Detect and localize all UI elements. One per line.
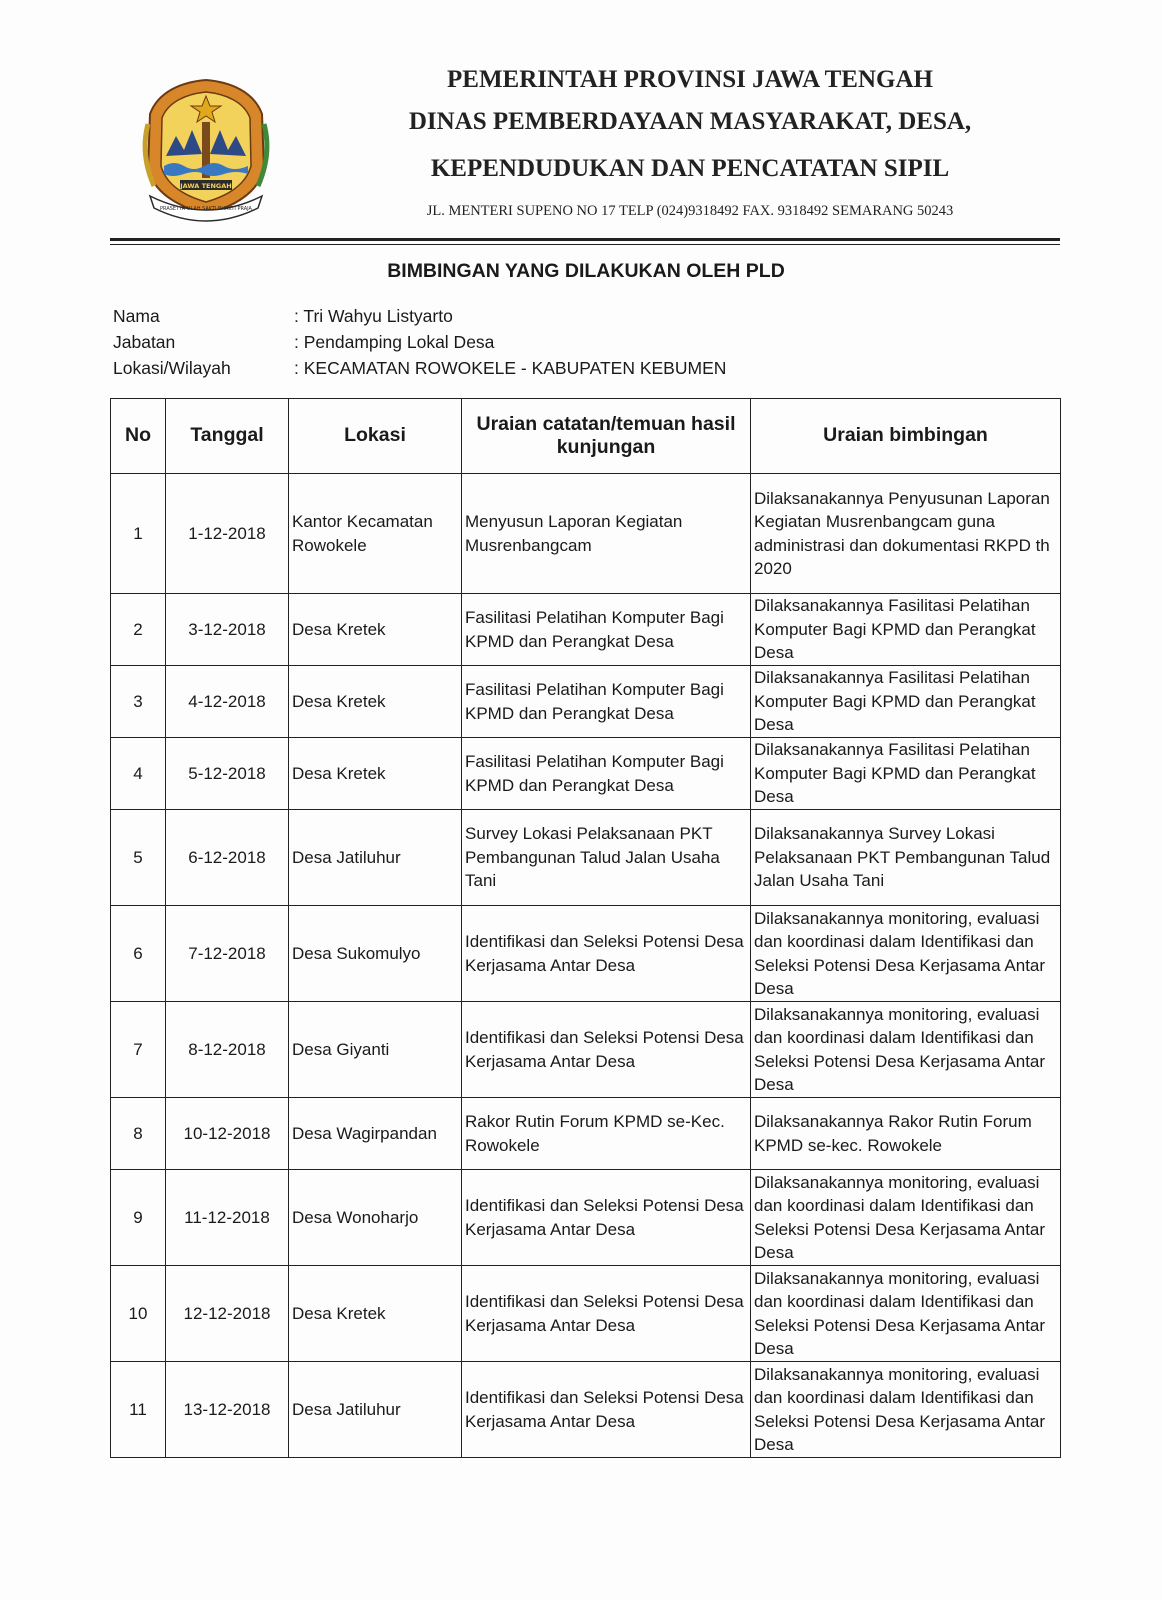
cell-lokasi: Desa Sukomulyo xyxy=(289,906,462,1002)
cell-no: 11 xyxy=(111,1362,166,1458)
cell-temuan: Identifikasi dan Seleksi Potensi Desa Kerjasama Antar Desa xyxy=(462,1362,751,1458)
table-row xyxy=(111,1170,1061,1266)
table-row xyxy=(111,906,1061,1002)
cell-no: 6 xyxy=(111,906,166,1002)
cell-tanggal: 13-12-2018 xyxy=(166,1362,289,1458)
cell-tanggal: 3-12-2018 xyxy=(166,594,289,666)
cell-temuan: Identifikasi dan Seleksi Potensi Desa Kerjasama Antar Desa xyxy=(462,1002,751,1098)
agency-line-3: KEPENDUDUKAN DAN PENCATATAN SIPIL xyxy=(430,155,950,182)
cell-temuan: Survey Lokasi Pelaksanaan PKT Pembangunan Talud Jalan Usaha Tani xyxy=(462,810,751,906)
cell-bimbingan: Dilaksanakannya monitoring, evaluasi dan koordinasi dalam Identifikasi dan Seleksi Potensi Desa Kerjasama Antar Desa xyxy=(751,906,1061,1002)
svg-text:JAWA TENGAH: JAWA TENGAH xyxy=(180,182,232,190)
cell-tanggal: 7-12-2018 xyxy=(166,906,289,1002)
cell-tanggal: 11-12-2018 xyxy=(166,1170,289,1266)
table-row xyxy=(111,810,1061,906)
cell-lokasi: Desa Jatiluhur xyxy=(289,1362,462,1458)
svg-text:PRASETYA ULAH SAKTI BHAKTI PRA: PRASETYA ULAH SAKTI BHAKTI PRAJA xyxy=(160,206,252,212)
cell-temuan: Rakor Rutin Forum KPMD se-Kec. Rowokele xyxy=(462,1098,751,1170)
cell-tanggal: 4-12-2018 xyxy=(166,666,289,738)
agency-address: JL. MENTERI SUPENO NO 17 TELP (024)9318492 FAX. 9318492 SEMARANG 50243 xyxy=(426,203,954,219)
cell-tanggal: 8-12-2018 xyxy=(166,1002,289,1098)
cell-temuan: Fasilitasi Pelatihan Komputer Bagi KPMD dan Perangkat Desa xyxy=(462,738,751,810)
info-value: : Tri Wahyu Listyarto xyxy=(294,306,453,326)
cell-tanggal: 1-12-2018 xyxy=(166,474,289,594)
table-row xyxy=(111,1002,1061,1098)
table-row xyxy=(111,1362,1061,1458)
info-label: Nama xyxy=(113,306,160,326)
table-row xyxy=(111,594,1061,666)
guidance-table xyxy=(110,398,1061,1458)
cell-no: 1 xyxy=(111,474,166,594)
cell-lokasi: Desa Kretek xyxy=(289,738,462,810)
cell-no: 2 xyxy=(111,594,166,666)
table-row xyxy=(111,738,1061,810)
cell-temuan: Fasilitasi Pelatihan Komputer Bagi KPMD dan Perangkat Desa xyxy=(462,666,751,738)
cell-bimbingan: Dilaksanakannya Fasilitasi Pelatihan Komputer Bagi KPMD dan Perangkat Desa xyxy=(751,666,1061,738)
cell-no: 5 xyxy=(111,810,166,906)
cell-no: 8 xyxy=(111,1098,166,1170)
cell-bimbingan: Dilaksanakannya Fasilitasi Pelatihan Komputer Bagi KPMD dan Perangkat Desa xyxy=(751,738,1061,810)
header-tanggal: Tanggal xyxy=(166,399,289,474)
table-row xyxy=(111,1266,1061,1362)
cell-no: 3 xyxy=(111,666,166,738)
cell-lokasi: Desa Giyanti xyxy=(289,1002,462,1098)
header-no: No xyxy=(111,399,166,474)
header-lokasi: Lokasi xyxy=(289,399,462,474)
cell-bimbingan: Dilaksanakannya Rakor Rutin Forum KPMD se-kec. Rowokele xyxy=(751,1098,1061,1170)
cell-bimbingan: Dilaksanakannya Penyusunan Laporan Kegiatan Musrenbangcam guna administrasi dan dokumentasi RKPD th 2020 xyxy=(751,474,1061,594)
document-title: BIMBINGAN YANG DILAKUKAN OLEH PLD xyxy=(387,260,785,282)
cell-no: 10 xyxy=(111,1266,166,1362)
cell-lokasi: Desa Kretek xyxy=(289,1266,462,1362)
cell-lokasi: Desa Wagirpandan xyxy=(289,1098,462,1170)
cell-tanggal: 12-12-2018 xyxy=(166,1266,289,1362)
cell-lokasi: Kantor Kecamatan Rowokele xyxy=(289,474,462,594)
cell-bimbingan: Dilaksanakannya monitoring, evaluasi dan koordinasi dalam Identifikasi dan Seleksi Potensi Desa Kerjasama Antar Desa xyxy=(751,1170,1061,1266)
info-label: Lokasi/Wilayah xyxy=(113,358,231,378)
jawa-tengah-emblem xyxy=(136,74,276,224)
cell-temuan: Identifikasi dan Seleksi Potensi Desa Kerjasama Antar Desa xyxy=(462,1266,751,1362)
cell-lokasi: Desa Jatiluhur xyxy=(289,810,462,906)
info-label: Jabatan xyxy=(113,332,176,352)
info-value: : KECAMATAN ROWOKELE - KABUPATEN KEBUMEN xyxy=(294,358,727,378)
cell-bimbingan: Dilaksanakannya monitoring, evaluasi dan koordinasi dalam Identifikasi dan Seleksi Potensi Desa Kerjasama Antar Desa xyxy=(751,1002,1061,1098)
info-value: : Pendamping Lokal Desa xyxy=(294,332,495,352)
header-temuan: Uraian catatan/temuan hasil kunjungan xyxy=(462,399,751,474)
cell-temuan: Fasilitasi Pelatihan Komputer Bagi KPMD dan Perangkat Desa xyxy=(462,594,751,666)
table-row xyxy=(111,666,1061,738)
cell-tanggal: 6-12-2018 xyxy=(166,810,289,906)
cell-no: 7 xyxy=(111,1002,166,1098)
cell-no: 9 xyxy=(111,1170,166,1266)
cell-temuan: Menyusun Laporan Kegiatan Musrenbangcam xyxy=(462,474,751,594)
cell-tanggal: 5-12-2018 xyxy=(166,738,289,810)
cell-lokasi: Desa Kretek xyxy=(289,666,462,738)
header-rule-thick xyxy=(110,238,1060,241)
table-row xyxy=(111,1098,1061,1170)
header-bimbingan: Uraian bimbingan xyxy=(751,399,1061,474)
cell-no: 4 xyxy=(111,738,166,810)
cell-temuan: Identifikasi dan Seleksi Potensi Desa Kerjasama Antar Desa xyxy=(462,1170,751,1266)
cell-bimbingan: Dilaksanakannya monitoring, evaluasi dan koordinasi dalam Identifikasi dan Seleksi Potensi Desa Kerjasama Antar Desa xyxy=(751,1266,1061,1362)
cell-lokasi: Desa Kretek xyxy=(289,594,462,666)
agency-line-2: DINAS PEMBERDAYAAN MASYARAKAT, DESA, xyxy=(408,108,972,135)
cell-bimbingan: Dilaksanakannya Fasilitasi Pelatihan Komputer Bagi KPMD dan Perangkat Desa xyxy=(751,594,1061,666)
cell-bimbingan: Dilaksanakannya Survey Lokasi Pelaksanaan PKT Pembangunan Talud Jalan Usaha Tani xyxy=(751,810,1061,906)
header-rule-thin xyxy=(110,244,1060,245)
cell-bimbingan: Dilaksanakannya monitoring, evaluasi dan koordinasi dalam Identifikasi dan Seleksi Potensi Desa Kerjasama Antar Desa xyxy=(751,1362,1061,1458)
agency-line-1: PEMERINTAH PROVINSI JAWA TENGAH xyxy=(447,66,933,93)
cell-tanggal: 10-12-2018 xyxy=(166,1098,289,1170)
cell-temuan: Identifikasi dan Seleksi Potensi Desa Kerjasama Antar Desa xyxy=(462,906,751,1002)
table-row xyxy=(111,474,1061,594)
cell-lokasi: Desa Wonoharjo xyxy=(289,1170,462,1266)
table-header-row xyxy=(111,399,1061,474)
